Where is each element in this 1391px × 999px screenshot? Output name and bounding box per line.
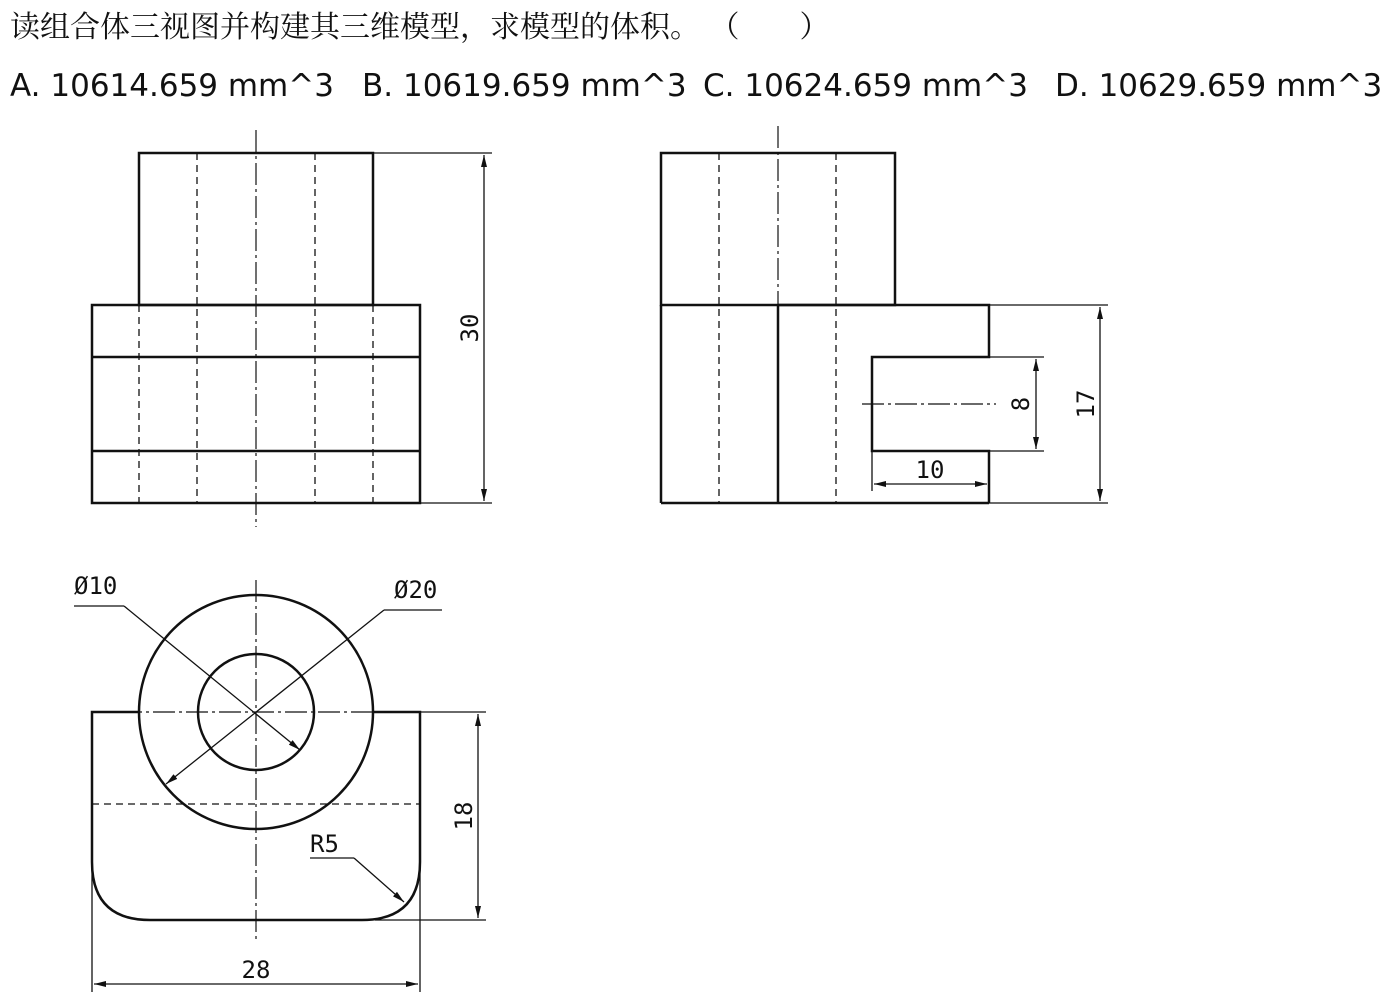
dim-r5-label: R5 — [310, 830, 339, 858]
dim-10-label: 10 — [915, 456, 945, 484]
dim-r5-leader — [354, 858, 404, 902]
option-b[interactable]: B. 10619.659 mm^3 — [362, 68, 687, 104]
side-view — [661, 126, 1108, 503]
question-text: 读组合体三视图并构建其三维模型，求模型的体积。 （ ） — [10, 10, 830, 45]
dim-phi10-label: Ø10 — [74, 572, 118, 600]
dim-28-label: 28 — [241, 956, 271, 984]
top-view — [74, 572, 486, 992]
option-d[interactable]: D. 10629.659 mm^3 — [1055, 68, 1383, 104]
dim-8-label: 8 — [1007, 396, 1035, 412]
dim-18-label: 18 — [450, 801, 478, 831]
dim-phi20-label: Ø20 — [394, 576, 438, 604]
dim-17-label: 17 — [1072, 389, 1100, 419]
option-c[interactable]: C. 10624.659 mm^3 — [703, 68, 1028, 104]
option-a[interactable]: A. 10614.659 mm^3 — [10, 68, 334, 104]
dim-phi10-leader — [124, 606, 300, 750]
front-view — [92, 130, 492, 527]
dim-30-label: 30 — [456, 313, 484, 343]
